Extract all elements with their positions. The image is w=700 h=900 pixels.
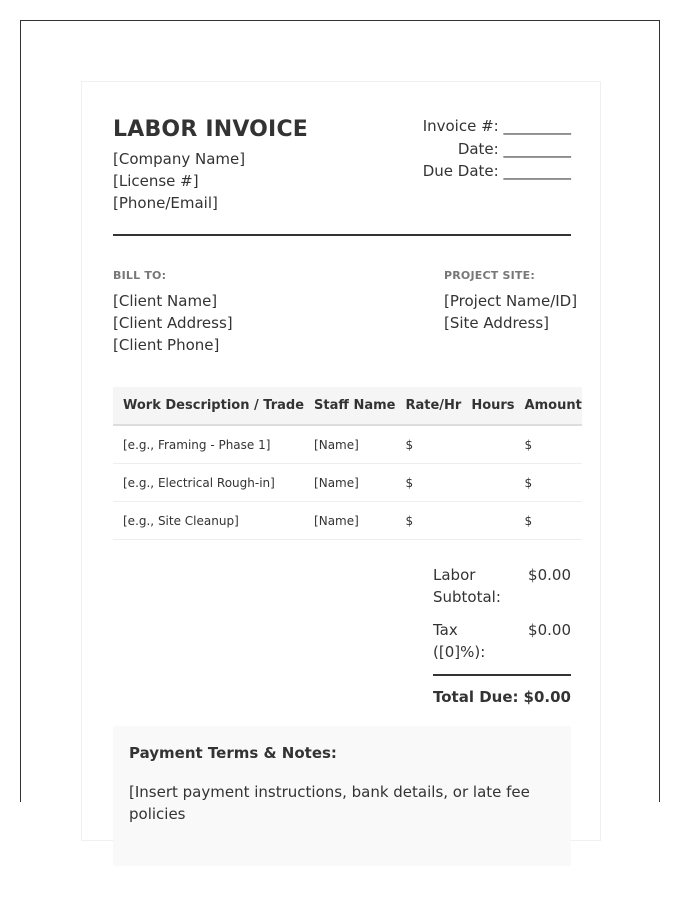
invoice-number-row (423, 115, 571, 138)
table-header-row (113, 387, 582, 425)
totals-block (433, 564, 571, 708)
project-site-section (444, 268, 584, 334)
project-site-label: PROJECT SITE: (444, 269, 535, 282)
row-hours (461, 464, 514, 502)
bill-to-label: BILL TO: (113, 269, 167, 282)
date-row (423, 138, 571, 161)
invoice-sheet (81, 81, 601, 841)
total-due-value: $0.00 (523, 688, 571, 706)
subtotal-label: Labor Subtotal: (433, 566, 501, 606)
subtotal-row (433, 564, 571, 608)
notes-body: [Insert payment instructions, bank details, or late fee policies (129, 783, 530, 823)
row-amount: $ (515, 502, 582, 540)
tax-value: $0.00 (528, 621, 571, 639)
notes-title: Payment Terms & Notes: (129, 744, 337, 762)
company-name: [Company Name] (113, 150, 246, 168)
row-hours (461, 502, 514, 540)
column-header-staff: Staff Name (304, 387, 395, 425)
page-frame (20, 20, 660, 823)
phone-email: [Phone/Email] (113, 194, 218, 212)
client-phone: [Client Phone] (113, 336, 220, 354)
row-description: [e.g., Site Cleanup] (113, 502, 304, 540)
row-rate: $ (395, 502, 461, 540)
due-date-row (423, 160, 571, 183)
payment-notes-box (113, 726, 571, 866)
column-header-description: Work Description / Trade (113, 387, 304, 425)
tax-label: Tax ([0]%): (433, 621, 486, 661)
invoice-title: LABOR INVOICE (113, 117, 309, 142)
client-address: [Client Address] (113, 314, 233, 332)
project-name: [Project Name/ID] (444, 292, 578, 310)
company-block (113, 116, 353, 214)
header-divider (113, 234, 571, 236)
client-name: [Client Name] (113, 292, 218, 310)
bill-to-section (113, 268, 363, 356)
column-header-hours: Hours (461, 387, 514, 425)
table-row (113, 425, 582, 464)
tax-row (433, 619, 571, 676)
row-description: [e.g., Electrical Rough-in] (113, 464, 304, 502)
total-due-row (433, 686, 571, 708)
row-staff: [Name] (304, 464, 395, 502)
column-header-rate: Rate/Hr (395, 387, 461, 425)
table-row (113, 502, 582, 540)
row-amount: $ (515, 464, 582, 502)
row-rate: $ (395, 425, 461, 464)
invoice-number-label: Invoice #: (422, 117, 499, 135)
row-description: [e.g., Framing - Phase 1] (113, 425, 304, 464)
invoice-meta (423, 115, 571, 183)
license-number: [License #] (113, 172, 199, 190)
labor-table (113, 387, 582, 540)
date-label: Date: (457, 139, 499, 158)
row-staff: [Name] (304, 425, 395, 464)
table-row (113, 464, 582, 502)
row-staff: [Name] (304, 502, 395, 540)
column-header-amount: Amount (515, 387, 582, 425)
date-value: _________ (503, 139, 571, 158)
due-date-value: _________ (503, 162, 571, 180)
site-address: [Site Address] (444, 314, 550, 332)
subtotal-value: $0.00 (528, 566, 571, 584)
due-date-label: Due Date: (422, 162, 499, 180)
row-amount: $ (515, 425, 582, 464)
invoice-number-value: _________ (503, 117, 571, 135)
row-hours (461, 425, 514, 464)
row-rate: $ (395, 464, 461, 502)
total-due-label: Total Due: (433, 688, 519, 706)
